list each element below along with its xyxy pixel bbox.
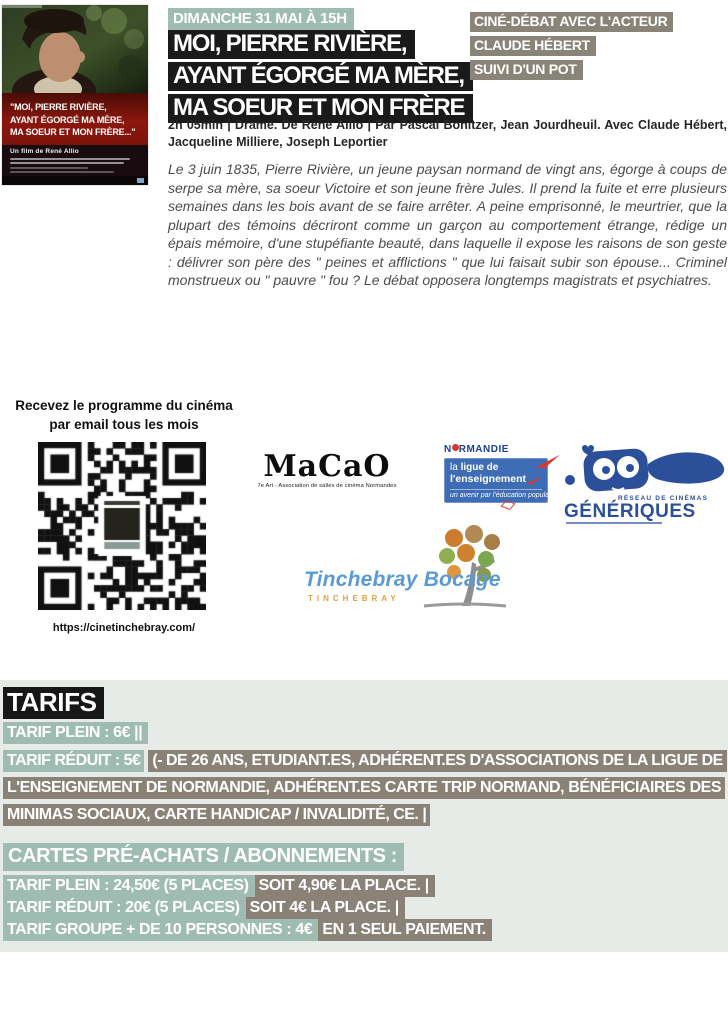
carte-tarif-row xyxy=(3,921,725,938)
poster-credit-text-line xyxy=(10,167,88,169)
tinchebray-name: Tinchebray Bocage xyxy=(304,568,501,591)
side-note-line: CINÉ-DÉBAT AVEC L'ACTEUR xyxy=(470,12,673,32)
poster-bottom-strip xyxy=(2,176,148,185)
paper-plane-icon xyxy=(501,500,516,510)
movie-title xyxy=(168,30,473,126)
macao-logo xyxy=(256,449,398,489)
carte-tarif-label: TARIF GROUPE + DE 10 PERSONNES : 4€ xyxy=(3,919,318,941)
poster-credit-text-line xyxy=(10,158,130,160)
movie-synopsis: Le 3 juin 1835, Pierre Rivière, un jeune paysan normand de vingt ans, égorge à coups de serpe sa mère, sa soeur Victoire et son jeune frère Jules. Il prend la fuite et erre plusieurs semaines dans les bois avant de se faire arrêter. A peine emprisonné, le meurtrier, que la plupart des témoins décriront comme un garçon au comportement étrange, rédige un épais mémoire, d'une stupéfiante beauté, dans laquelle il expose les raisons de son geste : délivrer son père des " peines et afflictions " que lui faisait subir son épouse... Criminel monstrueux ou " pauvre " fou ? Le débat opposera longtemps magistrats et psychiatres. xyxy=(168,161,727,288)
carte-tarif-detail: SOIT 4,90€ LA PLACE. | xyxy=(255,875,435,897)
screening-date-badge: DIMANCHE 31 MAI À 15H xyxy=(168,8,354,30)
poster-distributor-logo xyxy=(137,178,144,183)
generiques-fine-print-line xyxy=(566,522,662,524)
poster-director-line: Un film de René Allio xyxy=(10,148,79,155)
tarif-reduit-conditions: (- DE 26 ANS, ETUDIANT.ES, ADHÉRENT.ES D'ASSOCIATIONS DE LA LIGUE DE L'ENSEIGNEMENT DE NORMANDIE, ADHÉRENT.ES CARTE TRIP NORMAND, BÉNÉFICIAIRES DES MINIMAS SOCIAUX, CARTE HANDICAP / INVALIDITÉ, CE. | xyxy=(3,750,727,826)
movie-title-line: AYANT ÉGORGÉ MA MÈRE, xyxy=(168,62,473,91)
side-note-line: CLAUDE HÉBERT xyxy=(470,36,596,56)
tarifs-section xyxy=(0,680,728,952)
ligue-line1 xyxy=(450,463,542,473)
movie-poster xyxy=(2,5,148,185)
poster-credit-text-line xyxy=(10,162,124,164)
normandie-rest: RMANDIE xyxy=(458,444,509,455)
tinchebray-subtitle: TINCHEBRAY xyxy=(308,594,400,603)
carte-tarif-detail: SOIT 4€ LA PLACE. | xyxy=(246,897,405,919)
poster-quote-line: AYANT ÉGORGÉ MA MÈRE, xyxy=(10,114,125,125)
ligue-line1-light: la xyxy=(450,462,461,473)
ligue-tagline: un avenir par l'éducation populaire xyxy=(450,489,542,499)
poster-title-band xyxy=(2,93,148,145)
generiques-name: GÉNÉRIQUES xyxy=(564,501,696,522)
tarif-reduit-price: TARIF RÉDUIT : 5€ xyxy=(3,750,144,772)
event-side-notes xyxy=(470,12,673,84)
tarif-plein-line: TARIF PLEIN : 6€ || xyxy=(3,722,148,744)
movie-meta: 2h 05min | Drame. De René Allio | Par Pascal Bonitzer, Jean Jourdheuil. Avec Claude Hébert, Jacqueline Milliere, Joseph Leportier xyxy=(168,118,727,149)
normandie-dot-icon xyxy=(452,444,459,451)
poster-credit-text-line xyxy=(10,171,114,173)
tarifs-heading: TARIFS xyxy=(3,687,104,719)
carte-tarif-row xyxy=(3,899,725,916)
poster-quote-line: MA SOEUR ET MON FRÈRE..." xyxy=(10,127,136,137)
ligue-line2: l'enseignement xyxy=(450,473,527,485)
ligue-box xyxy=(444,458,557,503)
generiques-logo xyxy=(562,442,728,524)
movie-title-line: MOI, PIERRE RIVIÈRE, xyxy=(168,30,415,59)
poster-photo xyxy=(2,5,148,97)
carte-tarif-detail: EN 1 SEUL PAIEMENT. xyxy=(318,919,491,941)
side-note-line: SUIVI D'UN POT xyxy=(470,60,583,80)
poster-quote-line: "MOI, PIERRE RIVIÈRE, xyxy=(10,102,107,112)
newsletter-heading-line: par email tous les mois xyxy=(49,417,199,432)
carte-tarif-label: TARIF PLEIN : 24,50€ (5 PLACES) xyxy=(3,875,255,897)
qr-code xyxy=(38,442,206,610)
newsletter-heading xyxy=(12,396,236,434)
poster-credits xyxy=(2,145,148,185)
carte-tarif-row xyxy=(3,877,725,894)
ligue-enseignement-logo xyxy=(444,444,564,503)
macao-logo-name: MaCaO xyxy=(263,449,391,484)
ligue-line1-bold: ligue de xyxy=(460,462,499,473)
normandie-n: N xyxy=(444,444,452,455)
carte-tarif-label: TARIF RÉDUIT : 20€ (5 PLACES) xyxy=(3,897,246,919)
movie-title-line: MA SOEUR ET MON FRÈRE xyxy=(168,94,473,123)
generiques-subtitle: RÉSEAU DE CINÉMAS xyxy=(618,495,709,502)
tarif-reduit-paragraph xyxy=(3,747,725,828)
cartes-heading: CARTES PRÉ-ACHATS / ABONNEMENTS : xyxy=(3,843,404,871)
website-url-link[interactable]: https://cinetinchebray.com/ xyxy=(52,622,196,634)
newsletter-heading-line: Recevez le programme du cinéma xyxy=(15,398,233,413)
normandie-wordmark xyxy=(444,444,564,455)
tinchebray-bocage-logo xyxy=(304,522,508,610)
macao-logo-tagline: 7e Art - Association de salles de cinéma Normandes xyxy=(257,483,397,489)
